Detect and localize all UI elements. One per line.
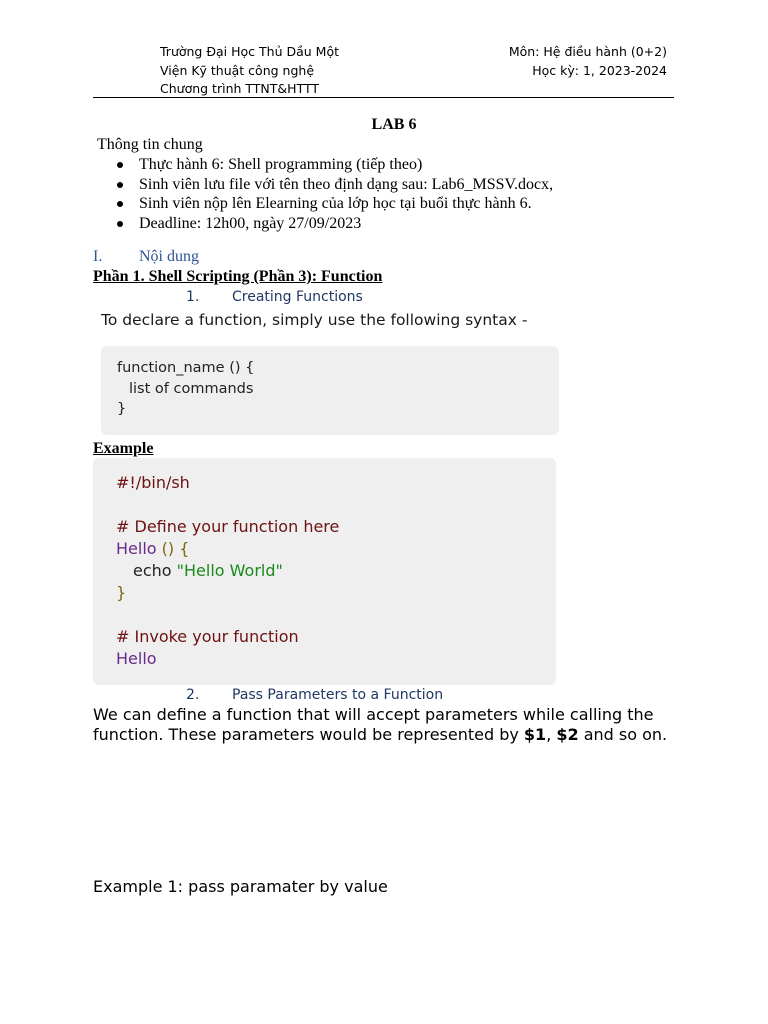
code-line: list of commands [129, 381, 254, 397]
subsection-number: 2. [186, 687, 200, 703]
page-title: LAB 6 [371, 116, 417, 133]
param-2: $2 [556, 724, 579, 744]
section-label: Nội dung [139, 248, 199, 265]
code-line [116, 539, 189, 558]
code-line: function_name () { [117, 360, 255, 376]
header-left [160, 43, 339, 99]
list-item: Sinh viên nộp lên Elearning của lớp học tại buổi thực hành 6. [114, 194, 553, 214]
part-heading: Phần 1. Shell Scripting (Phần 3): Function [93, 268, 383, 285]
code-line [133, 561, 283, 580]
paragraph-text: We can define a function that will accept parameters while calling the function. These parameters would be represented by [93, 705, 654, 744]
subsection-label: Creating Functions [232, 289, 363, 305]
list-item: Thực hành 6: Shell programming (tiếp theo) [114, 155, 553, 175]
info-list [114, 155, 553, 233]
header-right [509, 43, 667, 80]
institute-name: Viện Kỹ thuật công nghệ [160, 62, 315, 78]
code-shebang: #!/bin/sh [116, 473, 190, 492]
subsection-label: Pass Parameters to a Function [232, 687, 444, 703]
paragraph-text-end: and so on. [578, 724, 668, 744]
example-code-block [93, 458, 556, 685]
param-1: $1 [523, 724, 547, 744]
list-item: Sinh viên lưu file với tên theo định dạng sau: Lab6_MSSV.docx, [114, 175, 553, 195]
info-heading: Thông tin chung [97, 136, 203, 153]
header-divider [93, 97, 674, 98]
university-name: Trường Đại Học Thủ Dầu Một [160, 44, 339, 59]
program-name: Chương trình TTNT&HTTT [160, 81, 320, 96]
section-heading [93, 248, 199, 266]
code-call: Hello [116, 649, 157, 668]
course-name: Môn: Hệ điều hành (0+2) [508, 44, 667, 59]
section-number: I. [93, 248, 103, 265]
code-echo: echo [133, 561, 177, 580]
list-item: Deadline: 12h00, ngày 27/09/2023 [114, 214, 553, 234]
code-parens: () { [156, 539, 190, 558]
subsection-pass-parameters [186, 687, 443, 703]
code-close-brace: } [116, 583, 127, 602]
code-comment: # Invoke your function [116, 627, 299, 646]
code-comment: # Define your function here [116, 517, 340, 536]
example-1-heading: Example 1: pass paramater by value [93, 877, 388, 896]
code-function-name: Hello [116, 539, 157, 558]
semester: Học kỳ: 1, 2023-2024 [532, 62, 667, 78]
declare-text: To declare a function, simply use the following syntax - [101, 311, 528, 329]
subsection-number: 1. [186, 289, 200, 305]
code-line: } [117, 401, 127, 417]
code-string: "Hello World" [176, 561, 283, 580]
subsection-creating-functions [186, 289, 363, 305]
syntax-code-block [101, 346, 559, 435]
example-label: Example [93, 440, 154, 457]
paragraph-separator: , [546, 724, 557, 744]
parameters-paragraph [93, 705, 703, 744]
